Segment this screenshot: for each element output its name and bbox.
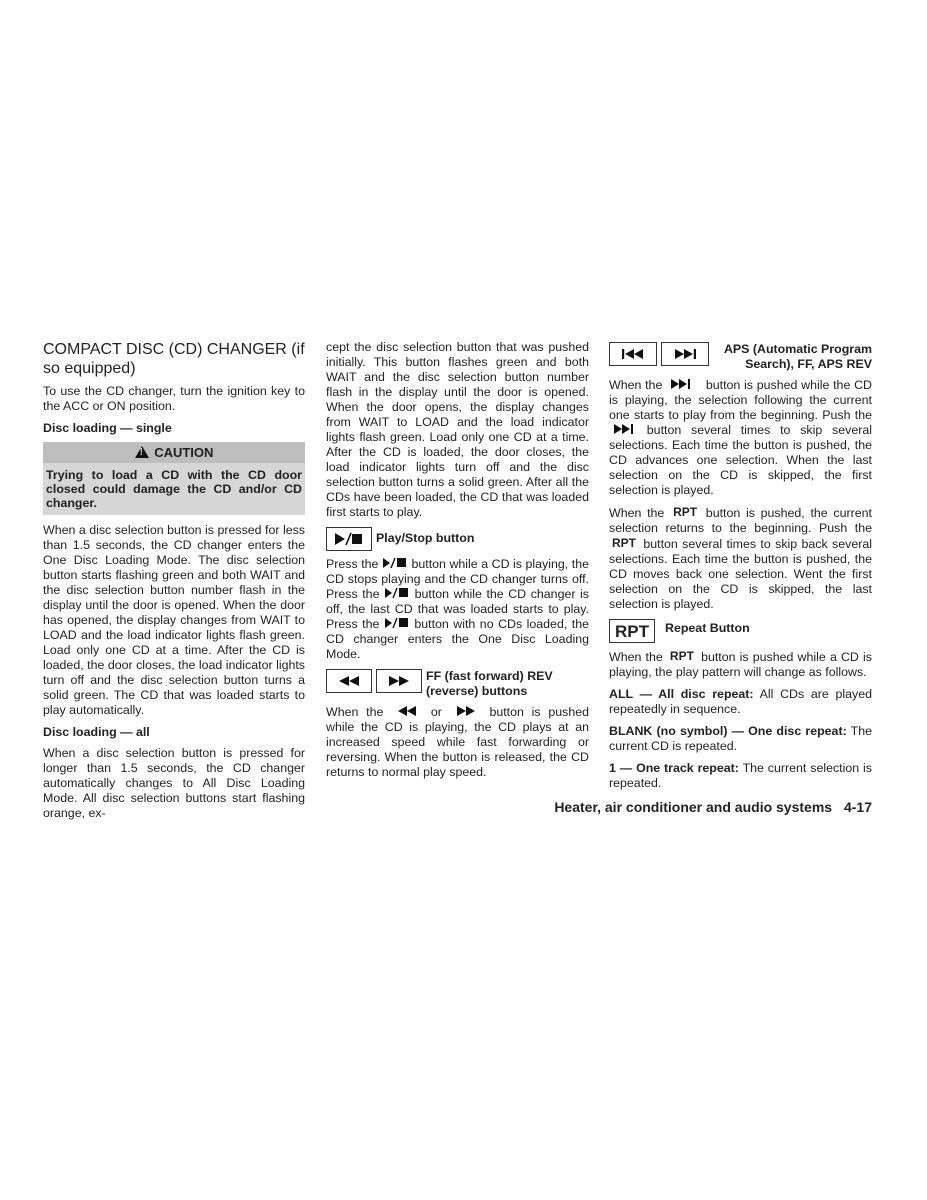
caution-box: [43, 442, 305, 515]
page-number: 4-17: [843, 799, 872, 815]
rep-text-a: When the: [609, 650, 663, 664]
aps-label: APS (Automatic Program Search), FF, APS REV: [723, 342, 872, 371]
column-1: [43, 340, 305, 828]
rpt-inline-icon: RPT: [673, 505, 698, 519]
blank-repeat-text: The current CD is repeated.: [609, 724, 872, 753]
play-stop-header: [326, 527, 589, 551]
one-track-repeat-paragraph: [609, 761, 872, 791]
aps-rev-button-icon: [609, 342, 657, 366]
rev-text-c: button several times to skip back several selections. Each time the button is pushed, the CD moves back one selection. Went the first selection on the CD is skipped, the last selection is played.: [609, 537, 872, 611]
rpt-button-icon: RPT: [609, 619, 655, 643]
blank-repeat-term: BLANK (no symbol) — One disc repeat:: [609, 724, 847, 738]
rep-text-b: button is pushed while a CD is playing, the play pattern will change as follows.: [609, 650, 872, 679]
play-stop-paragraph: [326, 557, 589, 662]
aps-text-c: button several times to skip several selections. Each time the button is pushed, the CD advances one selection. When the last selection on the CD is skipped, the first selection is played.: [609, 423, 872, 497]
rewind-button-icon: [326, 669, 372, 693]
ff-text-or: or: [430, 705, 442, 719]
disc-loading-single-heading: Disc loading — single: [43, 421, 172, 435]
disc-loading-all-heading: Disc loading — all: [43, 725, 150, 739]
aps-ff-icon: [670, 379, 692, 389]
blank-repeat-paragraph: [609, 724, 872, 754]
all-loading-continued: cept the disc selection button that was pushed initially. This button flashes green and both WAIT and the disc selection button number flash in the display until the door is opened. When the door opens, the display changes from WAIT to LOAD and the load indicator lights flash green. Load only one CD at a time. After the CD is loaded, the door closes, the load indicator lights turn off and the disc selection button turns a solid green. After all the CDs have been loaded, the CD that was loaded first starts to play.: [326, 340, 589, 519]
repeat-paragraph: [609, 649, 872, 680]
rev-text-a: When the: [609, 506, 665, 520]
play-text-3b: button with no CDs loaded, the CD changer enters the One Disc Loading Mode.: [326, 617, 589, 661]
aps-ff-icon: [613, 424, 635, 434]
play-text-1a: Press the: [326, 557, 379, 571]
repeat-label: Repeat Button: [665, 621, 750, 635]
all-repeat-paragraph: [609, 687, 872, 717]
column-2: [326, 340, 589, 787]
play-text-2a: Press the: [326, 587, 380, 601]
rpt-inline-icon: RPT: [612, 536, 636, 550]
play-stop-icon: [384, 617, 410, 629]
ff-text-b: button is pushed while the CD is playing, the CD plays at an increased speed while fast forwarding or reversing. When the button is released, the CD returns to normal play speed.: [326, 705, 590, 779]
column-3: [609, 340, 872, 798]
footer-section-title: Heater, air conditioner and audio systems: [554, 799, 833, 815]
caution-header: [43, 442, 305, 463]
play-text-3a: Press the: [326, 617, 380, 631]
section-title: COMPACT DISC (CD) CHANGER (if so equipped): [43, 341, 305, 377]
one-track-text: The current selection is repeated.: [609, 761, 873, 790]
play-stop-icon: [384, 587, 410, 599]
aps-ff-paragraph: [609, 378, 872, 498]
caution-label: CAUTION: [154, 445, 214, 460]
ff-rev-paragraph: [326, 705, 589, 780]
one-track-term: 1 — One track repeat:: [609, 761, 739, 775]
all-repeat-text: All CDs are played repeatedly in sequence.: [609, 687, 872, 716]
aps-text-a: When the: [609, 378, 663, 392]
play-text-1b: button while a CD is playing, the CD stops playing and the CD changer turns off.: [326, 557, 589, 586]
rewind-icon: [397, 706, 417, 716]
play-stop-icon: [382, 557, 408, 569]
aps-ff-button-icon: [661, 342, 709, 366]
aps-rev-paragraph: [609, 505, 872, 612]
aps-header: [609, 342, 872, 372]
page-footer: [554, 799, 872, 815]
play-text-2b: button while the CD changer is off, the last CD that was loaded starts to play.: [326, 587, 589, 616]
play-stop-label: Play/Stop button: [376, 531, 475, 545]
ff-text-a: When the: [326, 705, 384, 719]
caution-text: Trying to load a CD with the CD door closed could damage the CD and/or CD changer.: [46, 468, 302, 510]
all-repeat-term: ALL — All disc repeat:: [609, 687, 754, 701]
single-loading-paragraph: When a disc selection button is pressed for less than 1.5 seconds, the CD changer enters the One Disc Loading Mode. The disc selection button starts flashing green and both WAIT and the disc selection button number flash in the display until the door is opened. When the door has opened, the display changes from WAIT to LOAD and the load indicator lights flash green. Load only one CD at a time. After the CD is loaded, the door closes, the load indicator lights turn off and the disc selection button turns a solid green. The CD that was loaded starts to play automatically.: [43, 523, 305, 717]
rpt-inline-icon: RPT: [669, 649, 694, 663]
play-stop-button-icon: [326, 527, 372, 551]
repeat-header: [609, 619, 872, 643]
ff-rev-label: FF (fast forward) REV (reverse) buttons: [426, 669, 553, 698]
intro-paragraph: To use the CD changer, turn the ignition key to the ACC or ON position.: [43, 384, 305, 413]
all-loading-paragraph: When a disc selection button is pressed for longer than 1.5 seconds, the CD changer automatically changes to All Disc Loading Mode. All disc selection buttons start flashing orange, ex-: [43, 746, 305, 820]
ff-rev-header: [326, 669, 589, 699]
fast-forward-icon: [456, 706, 476, 716]
fast-forward-button-icon: [376, 669, 422, 693]
rev-text-b: button is pushed, the current selection returns to the beginning. Push the: [609, 506, 872, 535]
aps-text-b: button is pushed while the CD is playing, the selection following the current one starts to play from the beginning. Push the: [609, 378, 872, 422]
warning-triangle-icon: !: [135, 446, 149, 458]
